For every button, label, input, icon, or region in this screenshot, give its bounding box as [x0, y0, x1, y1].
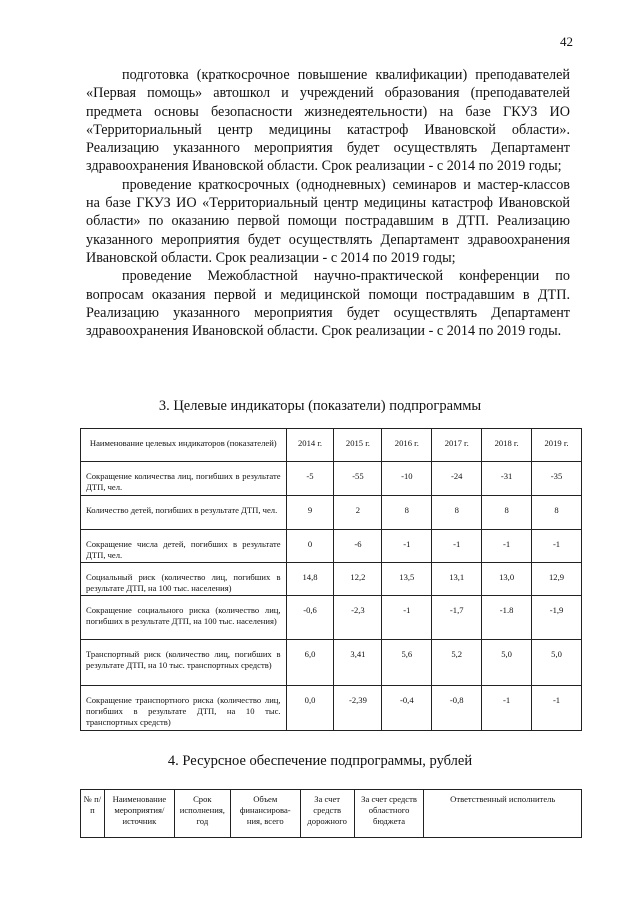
indicator-value: 12,2 — [334, 563, 382, 596]
table-row — [81, 640, 582, 686]
indicator-value: 14,8 — [286, 563, 334, 596]
table-header-row — [81, 790, 582, 838]
indicator-value: -31 — [482, 462, 532, 496]
indicator-name: Сокращение числа детей, погибших в результате ДТП, чел. — [81, 530, 287, 563]
indicator-value: 8 — [482, 496, 532, 530]
indicator-value: -2,39 — [334, 686, 382, 731]
header-number: № п/п — [81, 790, 105, 838]
table-row — [81, 530, 582, 563]
body-text — [86, 66, 570, 340]
header-year: 2014 г. — [286, 429, 334, 462]
indicator-value: 8 — [432, 496, 482, 530]
indicator-value: 5,6 — [382, 640, 432, 686]
header-year: 2015 г. — [334, 429, 382, 462]
header-year: 2016 г. — [382, 429, 432, 462]
indicator-value: 13,1 — [432, 563, 482, 596]
indicator-value: 3,41 — [334, 640, 382, 686]
indicators-table — [80, 428, 582, 731]
indicator-value: -1,9 — [532, 596, 582, 640]
indicator-value: -0,4 — [382, 686, 432, 731]
section-3-heading: 3. Целевые индикаторы (показатели) подпрограммы — [158, 398, 482, 414]
indicator-value: -1,7 — [432, 596, 482, 640]
table-row — [81, 462, 582, 496]
header-name: Наименование целевых индикаторов (показателей) — [81, 429, 287, 462]
paragraph: проведение краткосрочных (однодневных) семинаров и мастер-классов на базе ГКУЗ ИО «Территориальный центр медицины катастроф Ивановской области» по оказанию первой помощи пострадавшим в ДТП. Реализацию указанного мероприятия будет осуществлять Департамент здравоохранения Ивановской области. Срок реализации - с 2014 по 2019 годы; — [86, 176, 570, 266]
indicator-value: 5,0 — [482, 640, 532, 686]
indicator-value: 6,0 — [286, 640, 334, 686]
table-row — [81, 596, 582, 640]
indicator-value: -6 — [334, 530, 382, 563]
header-year: 2019 г. — [532, 429, 582, 462]
indicator-value: 12,9 — [532, 563, 582, 596]
indicator-name: Сокращение количества лиц, погибших в результате ДТП, чел. — [81, 462, 287, 496]
indicator-value: 8 — [382, 496, 432, 530]
paragraph: подготовка (краткосрочное повышение квалификации) преподавателей «Первая помощь» автошкол и учреждений образования (преподавателей предмета основы безопасности жизнедеятельности) на базе ГКУЗ ИО «Территориальный центр медицины катастроф Ивановской области». Реализацию указанного мероприятия будет осуществлять Департамент здравоохранения Ивановской области. Срок реализации - с 2014 по 2019 годы; — [86, 67, 570, 175]
table-header-row — [81, 429, 582, 462]
indicator-value: -5 — [286, 462, 334, 496]
indicator-value: -35 — [532, 462, 582, 496]
table-row — [81, 686, 582, 731]
paragraph: проведение Межобластной научно-практической конференции по вопросам оказания первой и медицинской помощи пострадавшим в ДТП. Реализацию указанного мероприятия будет осуществлять Департамент здравоохранения Ивановской области. Срок реализации - с 2014 по 2019 годы. — [86, 268, 570, 340]
table-row — [81, 563, 582, 596]
indicator-value: 13,5 — [382, 563, 432, 596]
indicator-value: 9 — [286, 496, 334, 530]
header-funding-total: Объем финансирова-ния, всего — [230, 790, 300, 838]
header-deadline: Срок исполнения, год — [174, 790, 230, 838]
indicator-name: Сокращение социального риска (количество лиц, погибших в результате ДТП, на 100 тыс. населения) — [81, 596, 287, 640]
header-responsible: Ответственный исполнитель — [424, 790, 582, 838]
indicator-value: 2 — [334, 496, 382, 530]
indicator-value: -1 — [482, 686, 532, 731]
indicator-value: -1 — [482, 530, 532, 563]
indicator-value: 8 — [532, 496, 582, 530]
indicator-value: -10 — [382, 462, 432, 496]
indicator-value: -1.8 — [482, 596, 532, 640]
indicator-value: -1 — [532, 530, 582, 563]
indicator-value: -55 — [334, 462, 382, 496]
indicator-value: -0,6 — [286, 596, 334, 640]
header-year: 2017 г. — [432, 429, 482, 462]
resources-table — [80, 789, 582, 838]
indicator-value: -0,8 — [432, 686, 482, 731]
header-activity-name: Наименование мероприятия/ источник — [104, 790, 174, 838]
indicator-value: 5,0 — [532, 640, 582, 686]
header-regional-budget: За счет средств областного бюджета — [354, 790, 424, 838]
indicator-value: -24 — [432, 462, 482, 496]
indicator-name: Количество детей, погибших в результате ДТП, чел. — [81, 496, 287, 530]
indicator-value: -1 — [382, 596, 432, 640]
indicator-value: -1 — [432, 530, 482, 563]
table-row — [81, 496, 582, 530]
indicator-value: 0 — [286, 530, 334, 563]
indicator-value: -2,3 — [334, 596, 382, 640]
indicator-value: -1 — [532, 686, 582, 731]
indicator-value: 0,0 — [286, 686, 334, 731]
section-4-heading: 4. Ресурсное обеспечение подпрограммы, рублей — [167, 753, 473, 769]
indicator-value: 5,2 — [432, 640, 482, 686]
page-number: 42 — [560, 34, 573, 49]
indicator-value: 13,0 — [482, 563, 532, 596]
indicator-name: Социальный риск (количество лиц, погибших в результате ДТП, на 100 тыс. населения) — [81, 563, 287, 596]
indicator-name: Сокращение транспортного риска (количество лиц, погибших в результате ДТП, на 10 тыс. транспортных средств) — [81, 686, 287, 731]
indicator-value: -1 — [382, 530, 432, 563]
header-road-funds: За счет средств дорожного — [300, 790, 354, 838]
header-year: 2018 г. — [482, 429, 532, 462]
indicator-name: Транспортный риск (количество лиц, погибших в результате ДТП, на 10 тыс. транспортных средств) — [81, 640, 287, 686]
